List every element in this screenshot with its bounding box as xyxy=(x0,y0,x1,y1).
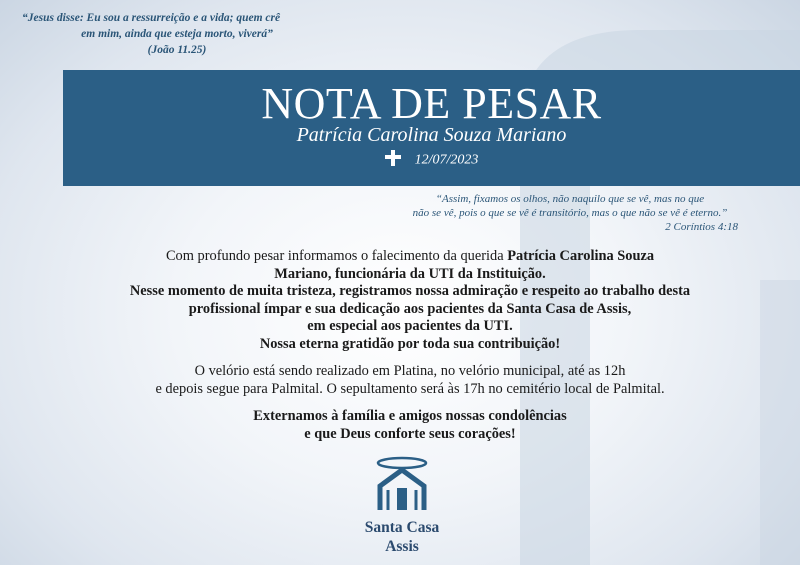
condolence-text-2: e que Deus conforte seus corações! xyxy=(304,425,516,442)
announcement-role: Mariano, funcionária da UTI da Instituição. xyxy=(274,265,546,282)
condolence-line2 xyxy=(60,426,760,444)
announcement-intro: Com profundo pesar informamos o falecimento da querida xyxy=(165,248,508,264)
date-of-death: 12/07/2023 xyxy=(414,152,479,168)
logo-line1: Santa Casa xyxy=(364,519,440,536)
deceased-name: Patrícia Carolina Souza Mariano xyxy=(296,124,567,146)
page-title: NOTA DE PESAR xyxy=(261,79,602,128)
paragraph-1-line2 xyxy=(60,266,760,284)
condolence-text-1: Externamos à família e amigos nossas condolências xyxy=(253,408,567,424)
side-verse-line2: não se vê, pois o que se vê é transitório, mas o que não se vê é eterno.” xyxy=(412,207,728,219)
cross-icon xyxy=(385,150,401,171)
tribute-line1: Nesse momento de muita tristeza, registramos nossa admiração e respeito ao trabalho desta xyxy=(129,283,691,299)
paragraph-2-line3 xyxy=(60,318,760,336)
wake-info-line2: e depois segue para Palmital. O sepultamento será às 17h no cemitério local de Palmital. xyxy=(155,380,665,397)
date-row xyxy=(63,150,800,171)
paragraph-2-line1 xyxy=(60,283,760,301)
tribute-line2: profissional ímpar e sua dedicação aos pacientes da Santa Casa de Assis, xyxy=(188,300,632,317)
paragraph-2-line4 xyxy=(60,336,760,354)
header-verse-line1: “Jesus disse: Eu sou a ressurreição e a vida; quem crê xyxy=(22,12,281,24)
tribute-line4: Nossa eterna gratidão por toda sua contribuição! xyxy=(259,335,561,352)
header-verse xyxy=(22,10,332,58)
header-verse-line2: em mim, ainda que esteja morto, viverá” xyxy=(81,28,273,40)
announcement-name: Patrícia Carolina Souza xyxy=(507,248,655,264)
paragraph-2-line2 xyxy=(60,301,760,319)
logo-line2: Assis xyxy=(385,538,419,555)
paragraph-1-line1 xyxy=(60,248,760,266)
side-verse xyxy=(360,192,780,234)
tribute-line3: em especial aos pacientes da UTI. xyxy=(307,318,513,334)
condolence-line1 xyxy=(60,408,760,426)
announcement-body xyxy=(60,248,760,443)
title-banner xyxy=(63,70,800,186)
santa-casa-logo xyxy=(347,456,457,555)
side-verse-line1: “Assim, fixamos os olhos, não naquilo que se vê, mas no que xyxy=(435,193,705,205)
house-with-halo-icon xyxy=(370,456,434,512)
side-verse-ref: 2 Coríntios 4:18 xyxy=(665,221,738,233)
wake-info-line1: O velório está sendo realizado em Platina, no velório municipal, até as 12h xyxy=(194,363,626,379)
header-verse-ref: (João 11.25) xyxy=(147,44,207,56)
